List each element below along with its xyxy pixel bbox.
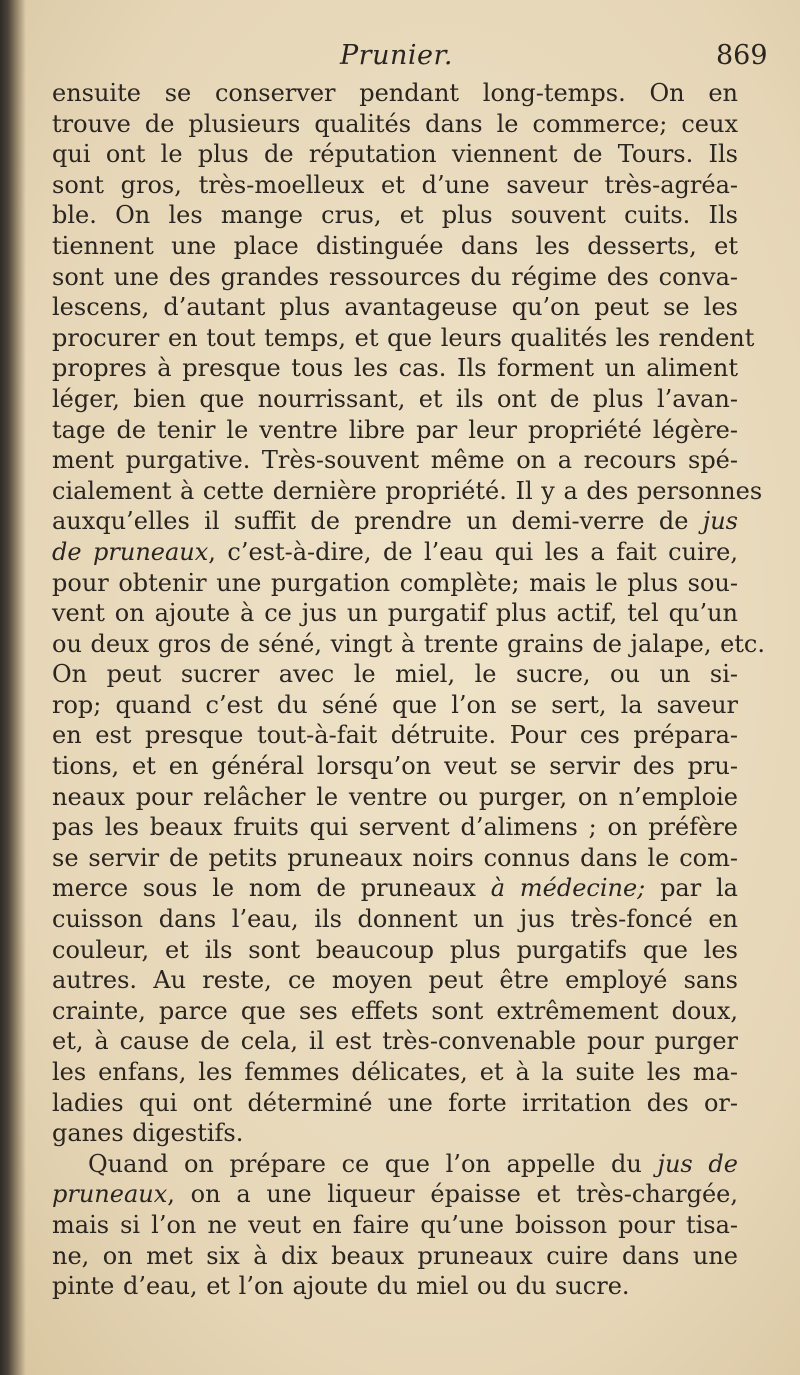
body-text <box>52 78 765 1302</box>
line-text: vent on ajoute à ce jus un purgatif plus actif, tel qu’un <box>52 599 738 628</box>
line-text: pinte d’eau, et l’on ajoute du miel ou du sucre. <box>52 1272 630 1301</box>
text-line <box>52 506 738 537</box>
text-line <box>52 1179 738 1210</box>
text-line <box>52 200 738 231</box>
text-line <box>52 1149 738 1180</box>
text-line <box>52 1271 738 1302</box>
text-line <box>52 537 738 568</box>
text-line <box>52 965 738 996</box>
text-line <box>52 1241 738 1272</box>
line-text: sont gros, très-moelleux et d’une saveur très-agréa- <box>52 170 738 199</box>
text-line <box>52 78 738 109</box>
line-text: qui ont le plus de réputation viennent de Tours. Ils <box>52 140 738 169</box>
line-text: ensuite se conserver pendant long-temps. On en <box>52 79 738 107</box>
text-line <box>52 476 763 507</box>
line-text: ou deux gros de séné, vingt à trente grains de jalape, etc. <box>52 629 765 658</box>
text-line <box>52 292 738 323</box>
text-line <box>52 904 738 935</box>
line-text: , c’est-à-dire, de l’eau qui les a fait cuire, <box>208 537 739 566</box>
line-text: se servir de petits pruneaux noirs connus dans le com- <box>52 843 738 872</box>
line-text: tions, et en général lorsqu’on veut se servir des pru- <box>52 752 738 781</box>
text-line <box>52 170 738 201</box>
text-line <box>52 1088 738 1119</box>
text-line <box>52 598 738 629</box>
line-text: pas les beaux fruits qui servent d’alimens ; on préfère <box>52 813 738 842</box>
line-text: , on a une liqueur épaisse et très-chargée, <box>167 1180 738 1209</box>
text-line <box>52 843 738 874</box>
line-text: ganes digestifs. <box>52 1119 244 1148</box>
text-line <box>52 262 738 293</box>
line-text: et, à cause de cela, il est très-convenable pour purger <box>52 1027 738 1056</box>
text-line <box>52 1026 738 1057</box>
text-line <box>52 1057 738 1088</box>
running-title: Prunier. <box>340 40 453 71</box>
text-line <box>52 935 738 966</box>
text-line <box>52 445 738 476</box>
text-line <box>52 1210 738 1241</box>
line-text: tiennent une place distinguée dans les desserts, et <box>52 231 738 260</box>
page-number: 869 <box>716 40 768 71</box>
page-header <box>0 36 800 76</box>
text-line <box>52 751 738 782</box>
text-line <box>52 873 738 904</box>
line-text: ble. On les mange crus, et plus souvent cuits. Ils <box>52 201 738 230</box>
line-text: Quand on prépare ce que l’on appelle du <box>88 1149 642 1178</box>
line-text: couleur, et ils sont beaucoup plus purgatifs que les <box>52 935 738 964</box>
line-text: merce sous le nom de pruneaux <box>52 874 476 903</box>
italic-phrase: jus de <box>657 1149 738 1178</box>
italic-phrase: de pruneaux <box>52 537 209 566</box>
line-text: propres à presque tous les cas. Ils forment un aliment <box>52 354 738 383</box>
line-text: ne, on met six à dix beaux pruneaux cuire dans une <box>52 1241 738 1270</box>
line-text: trouve de plusieurs qualités dans le commerce; ceux <box>52 109 738 138</box>
italic-phrase: jus <box>702 507 738 536</box>
text-line <box>52 384 738 415</box>
text-line <box>52 109 738 140</box>
line-text: crainte, parce que ses effets sont extrêmement doux, <box>52 996 738 1025</box>
text-line <box>52 568 738 599</box>
line-text: neaux pour relâcher le ventre ou purger, on n’emploie <box>52 782 738 811</box>
line-text: les enfans, les femmes délicates, et à la suite les ma- <box>52 1058 738 1086</box>
book-binding-edge <box>0 0 26 1375</box>
text-line <box>52 812 738 843</box>
italic-phrase: à médecine; <box>490 874 646 903</box>
text-line <box>52 720 738 751</box>
line-text: autres. Au reste, ce moyen peut être employé sans <box>52 966 738 995</box>
line-text: cuisson dans l’eau, ils donnent un jus très-foncé en <box>52 905 738 934</box>
text-line <box>52 996 738 1027</box>
line-text: rop; quand c’est du séné que l’on se sert, la saveur <box>52 690 738 719</box>
line-text: tage de tenir le ventre libre par leur propriété légère- <box>52 415 738 444</box>
text-line <box>52 353 738 384</box>
text-line <box>52 231 738 262</box>
line-text: pour obtenir une purgation complète; mais le plus sou- <box>52 568 738 597</box>
line-text: ladies qui ont déterminé une forte irritation des or- <box>52 1088 738 1117</box>
line-text: sont une des grandes ressources du régime des conva- <box>52 262 738 291</box>
text-line <box>52 690 738 721</box>
text-line <box>52 782 738 813</box>
line-text: auxqu’elles il suffit de prendre un demi-verre de <box>52 507 689 536</box>
line-text: mais si l’on ne veut en faire qu’une boisson pour tisa- <box>52 1210 738 1239</box>
line-text: cialement à cette dernière propriété. Il y a des personnes <box>52 476 763 505</box>
line-text: en est presque tout-à-fait détruite. Pour ces prépara- <box>52 721 738 750</box>
text-line <box>52 659 738 690</box>
line-text: On peut sucrer avec le miel, le sucre, ou un si- <box>52 660 738 689</box>
line-text-tail: par la <box>660 874 738 903</box>
text-line <box>52 629 765 660</box>
line-text: léger, bien que nourrissant, et ils ont de plus l’avan- <box>52 384 738 413</box>
line-text: lescens, d’autant plus avantageuse qu’on peut se les <box>52 293 738 322</box>
text-line <box>52 139 738 170</box>
italic-phrase: pruneaux <box>52 1180 168 1209</box>
text-line <box>52 415 738 446</box>
text-line <box>52 323 755 354</box>
line-text: procurer en tout temps, et que leurs qualités les rendent <box>52 323 755 352</box>
text-line <box>52 1118 738 1149</box>
line-text: ment purgative. Très-souvent même on a recours spé- <box>52 446 738 475</box>
